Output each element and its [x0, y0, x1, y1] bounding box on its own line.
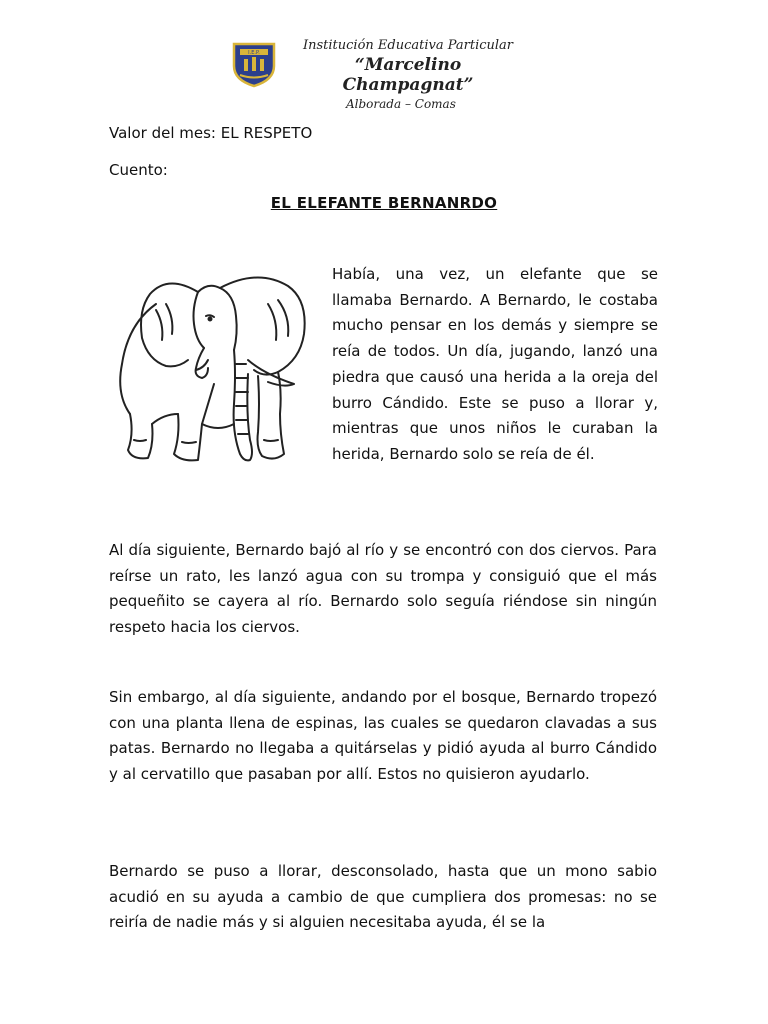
institution-type: Institución Educativa Particular [302, 38, 514, 53]
crest-label: I.E.P. [248, 50, 260, 56]
school-header [0, 34, 768, 111]
story-paragraph-3: Sin embargo, al día siguiente, andando por el bosque, Bernardo tropezó con una planta llena de espinas, las cuales se quedaron clavadas a sus patas. Bernardo no llegaba a quitárselas y pidió ayuda al burro Cándido y al cervatillo que pasaban por allí. Estos no quisieron ayudarlo. [109, 688, 657, 784]
institution-name: “Marcelino Champagnat” [342, 55, 474, 95]
elephant-illustration [108, 264, 320, 476]
story-label: Cuento: [109, 161, 168, 179]
value-of-month: Valor del mes: EL RESPETO [109, 124, 313, 142]
story-paragraph-4: Bernardo se puso a llorar, desconsolado, hasta que un mono sabio acudió en su ayuda a cambio de que cumpliera dos promesas: no se reiría de nadie más y si alguien necesitaba ayuda, él se la [109, 862, 657, 932]
institution-block [298, 38, 518, 111]
story-title: EL ELEFANTE BERNANRDO [270, 194, 498, 212]
school-crest-icon [230, 40, 278, 88]
story-paragraph-1: Había, una vez, un elefante que se llamaba Bernardo. A Bernardo, le costaba mucho pensar en los demás y siempre se reía de todos. Un día, jugando, lanzó una piedra que causó una herida a la oreja del burro Cándido. Este se puso a llorar y, mientras que unos niños le curaban la herida, Bernardo solo se reía de él. [332, 265, 658, 463]
institution-location: Alborada – Comas [346, 97, 456, 111]
story-paragraph-2: Al día siguiente, Bernardo bajó al río y se encontró con dos ciervos. Para reírse un rato, les lanzó agua con su trompa y consiguió que el más pequeñito se cayera al río. Bernardo solo seguía riéndose sin ningún respeto hacia los ciervos. [109, 541, 657, 637]
